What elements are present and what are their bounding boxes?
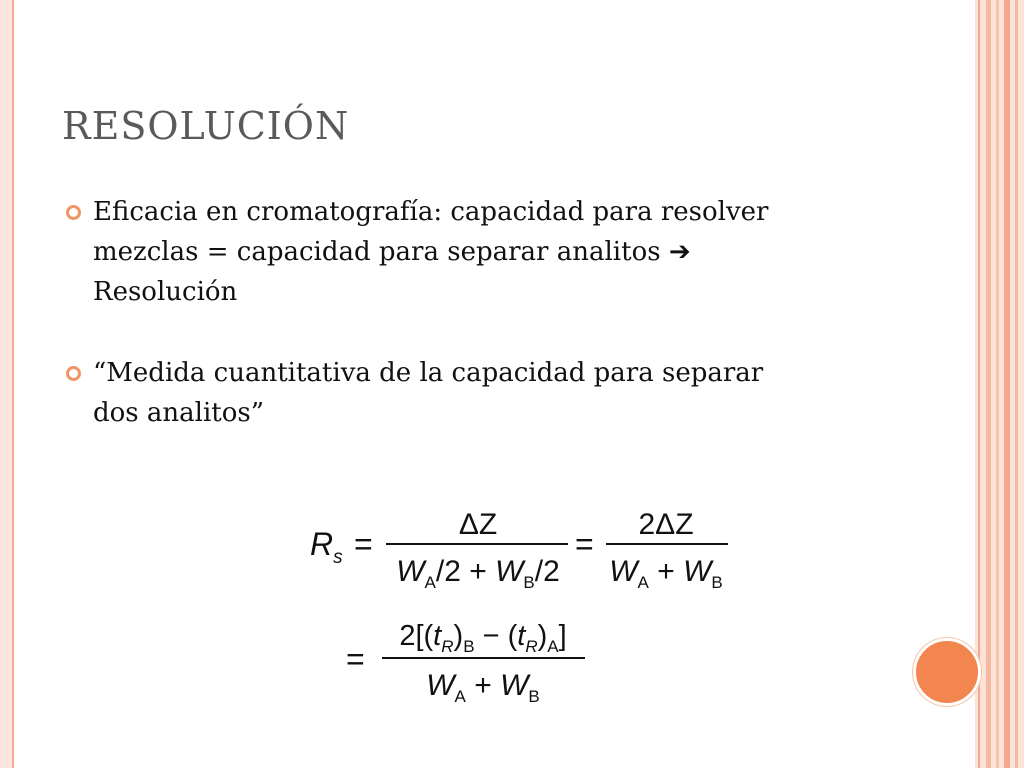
bullet-text: “Medida cuantitativa de la capacidad para separar dos analitos” — [93, 358, 764, 428]
formula-equals-1: = — [354, 526, 373, 562]
frac3-denominator: $W_A + W_B$ — [426, 669, 540, 706]
accent-circle-decoration — [913, 638, 981, 706]
frac3-numerator: $2[(t_R)_B - (t_R)_A]$ — [399, 620, 567, 656]
left-frame-line — [12, 0, 14, 768]
resolution-formula — [300, 495, 740, 710]
bullet-item-medida — [66, 353, 786, 433]
bullet-circle-icon — [66, 205, 81, 220]
bullet-text: Eficacia en cromatografía: capacidad para resolver mezclas = capacidad para separar analitos ➔ Resolución — [93, 197, 769, 307]
frac1-numerator: ΔZ — [458, 508, 498, 541]
frac2-denominator: $W_A + W_B$ — [609, 555, 723, 592]
formula-lhs: $R_s$ — [310, 526, 343, 568]
bullet-circle-icon — [66, 366, 81, 381]
frac2-numerator: 2ΔZ — [638, 508, 694, 541]
formula-equals-3: = — [346, 641, 365, 677]
bullet-item-eficacia — [66, 192, 786, 312]
slide-title: RESOLUCIÓN — [62, 104, 350, 148]
bullet-list — [66, 192, 786, 474]
frac1-denominator: $W_A/2 + W_B/2$ — [396, 555, 560, 592]
formula-equals-2: = — [575, 526, 594, 562]
